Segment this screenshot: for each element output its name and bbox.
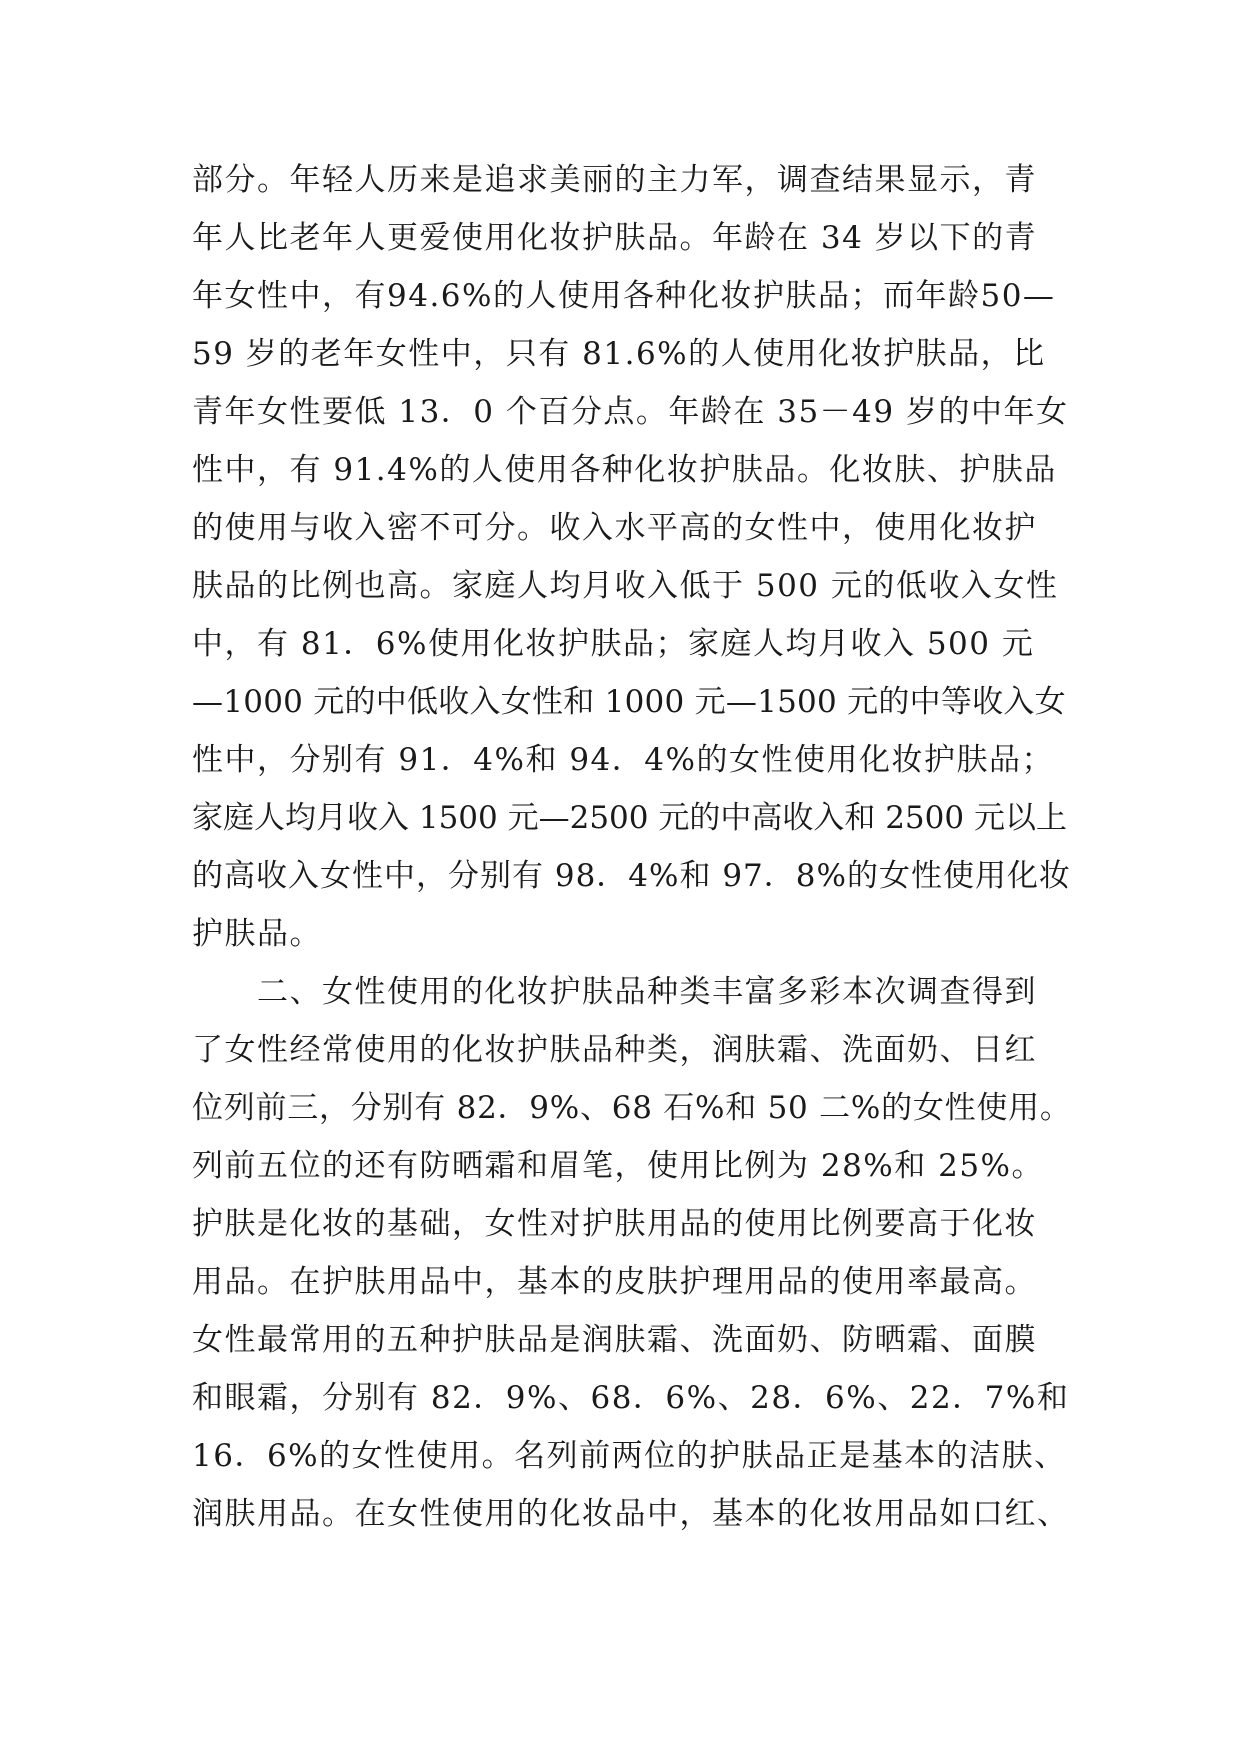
text-line: —1000 元的中低收入女性和 1000 元—1500 元的中等收入女: [192, 684, 1066, 720]
text-line: 了女性经常使用的化妆护肤品种类，润肤霜、洗面奶、日红: [192, 1032, 1037, 1068]
text-line: 列前五位的还有防晒霜和眉笔，使用比例为 28%和 25%。: [192, 1148, 1045, 1184]
text-line: 位列前三，分别有 82．9%、68 石%和 50 二%的女性使用。: [192, 1090, 1072, 1126]
text-line: 用品。在护肤用品中，基本的皮肤护理用品的使用率最高。: [192, 1264, 1037, 1300]
text-line: 女性最常用的五种护肤品是润肤霜、洗面奶、防晒霜、面膜: [192, 1322, 1037, 1358]
text-line: 性中，有 91.4%的人使用各种化妆护肤品。化妆肤、护肤品: [192, 452, 1057, 488]
text-line: 的高收入女性中，分别有 98．4%和 97．8%的女性使用化妆: [192, 858, 1071, 894]
text-line: 年女性中，有94.6%的人使用各种化妆护肤品；而年龄50—: [192, 278, 1056, 314]
text-line: 中，有 81．6%使用化妆护肤品；家庭人均月收入 500 元: [192, 626, 1035, 662]
text-line: 二、女性使用的化妆护肤品种类丰富多彩本次调查得到: [192, 974, 1037, 1010]
text-line: 护肤是化妆的基础，女性对护肤用品的使用比例要高于化妆: [192, 1206, 1037, 1242]
text-line: 家庭人均月收入 1500 元—2500 元的中高收入和 2500 元以上: [192, 800, 1067, 836]
text-line: 肤品的比例也高。家庭人均月收入低于 500 元的低收入女性: [192, 568, 1059, 604]
text-line: 青年女性要低 13．0 个百分点。年龄在 35－49 岁的中年女: [192, 394, 1069, 430]
text-line: 护肤品。: [192, 916, 322, 952]
document-body: [192, 151, 1072, 1543]
text-line: 59 岁的老年女性中，只有 81.6%的人使用化妆护肤品，比: [192, 336, 1046, 372]
text-line: 性中，分别有 91．4%和 94．4%的女性使用化妆护肤品；: [192, 742, 1054, 778]
text-line: 部分。年轻人历来是追求美丽的主力军，调查结果显示，青: [192, 162, 1037, 198]
text-line: 和眼霜，分别有 82．9%、68．6%、28．6%、22．7%和: [192, 1380, 1070, 1416]
text-line: 润肤用品。在女性使用的化妆品中，基本的化妆用品如口红、: [192, 1496, 1070, 1532]
text-line: 16．6%的女性使用。名列前两位的护肤品正是基本的洁肤、: [192, 1438, 1067, 1474]
text-line: 年人比老年人更爱使用化妆护肤品。年龄在 34 岁以下的青: [192, 220, 1038, 256]
text-line: 的使用与收入密不可分。收入水平高的女性中，使用化妆护: [192, 510, 1037, 546]
